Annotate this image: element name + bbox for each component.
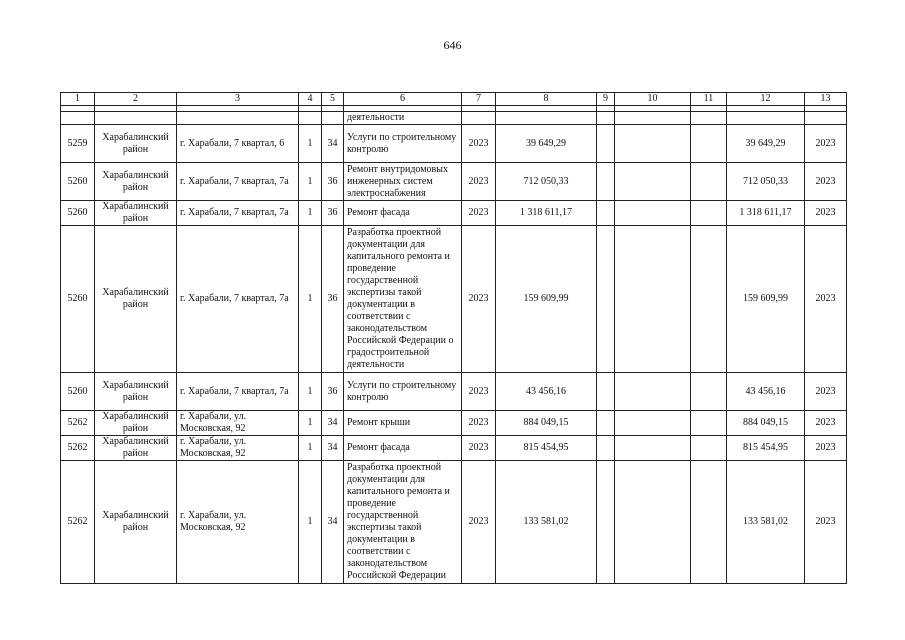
address: г. Харабали, ул. Московская, 92 [177, 461, 299, 584]
col-9 [597, 125, 615, 163]
total-cost: 712 050,33 [496, 163, 597, 201]
col-11 [691, 411, 727, 436]
col-5: 34 [322, 411, 344, 436]
table-row [61, 436, 847, 461]
address: г. Харабали, ул. Московская, 92 [177, 411, 299, 436]
row-number: 5262 [61, 461, 95, 584]
repair-program-table [60, 92, 847, 584]
work-type: Разработка проектной документации для капитального ремонта и проведение государственной экспертизы такой документации в соответствии с законодательством Российской Федерации о градостроительной деятельности [344, 226, 462, 373]
year: 2023 [462, 373, 496, 411]
col-4: 1 [299, 226, 322, 373]
end-year: 2023 [805, 226, 847, 373]
year: 2023 [462, 436, 496, 461]
col-9 [597, 461, 615, 584]
col-10 [615, 411, 691, 436]
header-cell: 11 [691, 93, 727, 106]
col-11 [691, 373, 727, 411]
district: Харабалинский район [95, 373, 177, 411]
header-cell: 6 [344, 93, 462, 106]
table-row [61, 411, 847, 436]
row-number: 5259 [61, 125, 95, 163]
header-cell: 2 [95, 93, 177, 106]
col-9 [597, 163, 615, 201]
col-10 [615, 163, 691, 201]
header-cell: 9 [597, 93, 615, 106]
col-4: 1 [299, 125, 322, 163]
table-row [61, 373, 847, 411]
col-10 [615, 436, 691, 461]
year: 2023 [462, 461, 496, 584]
col-5: 34 [322, 436, 344, 461]
row-number: 5262 [61, 436, 95, 461]
col-4: 1 [299, 411, 322, 436]
year: 2023 [462, 125, 496, 163]
district: Харабалинский район [95, 461, 177, 584]
total-cost: 815 454,95 [496, 436, 597, 461]
total-cost: 159 609,99 [496, 226, 597, 373]
work-type: Ремонт крыши [344, 411, 462, 436]
row-number: 5262 [61, 411, 95, 436]
end-year: 2023 [805, 373, 847, 411]
address: г. Харабали, 7 квартал, 7а [177, 373, 299, 411]
year: 2023 [462, 226, 496, 373]
header-cell: 7 [462, 93, 496, 106]
end-year: 2023 [805, 436, 847, 461]
address: г. Харабали, ул. Московская, 92 [177, 436, 299, 461]
col-10 [615, 125, 691, 163]
fund-cost: 43 456,16 [727, 373, 805, 411]
continuation-row [61, 112, 847, 125]
col-10 [615, 461, 691, 584]
year: 2023 [462, 163, 496, 201]
col-9 [597, 201, 615, 226]
end-year: 2023 [805, 163, 847, 201]
header-cell: 3 [177, 93, 299, 106]
col-9 [597, 436, 615, 461]
fund-cost: 712 050,33 [727, 163, 805, 201]
end-year: 2023 [805, 125, 847, 163]
fund-cost: 133 581,02 [727, 461, 805, 584]
fund-cost: 39 649,29 [727, 125, 805, 163]
address: г. Харабали, 7 квартал, 7а [177, 201, 299, 226]
work-type: Услуги по строительному контролю [344, 125, 462, 163]
district: Харабалинский район [95, 436, 177, 461]
fund-cost: 1 318 611,17 [727, 201, 805, 226]
col-11 [691, 226, 727, 373]
header-cell: 5 [322, 93, 344, 106]
col-4: 1 [299, 461, 322, 584]
work-type: Разработка проектной документации для капитального ремонта и проведение государственной экспертизы такой документации в соответствии с законодательством Российской Федерации [344, 461, 462, 584]
header-cell: 12 [727, 93, 805, 106]
col-10 [615, 201, 691, 226]
end-year: 2023 [805, 201, 847, 226]
col-11 [691, 163, 727, 201]
header-cell: 1 [61, 93, 95, 106]
col-4: 1 [299, 201, 322, 226]
col-11 [691, 436, 727, 461]
end-year: 2023 [805, 411, 847, 436]
total-cost: 133 581,02 [496, 461, 597, 584]
header-cell: 8 [496, 93, 597, 106]
work-type: Услуги по строительному контролю [344, 373, 462, 411]
fund-cost: 815 454,95 [727, 436, 805, 461]
district: Харабалинский район [95, 201, 177, 226]
col-4: 1 [299, 436, 322, 461]
col-5: 36 [322, 163, 344, 201]
address: г. Харабали, 7 квартал, 7а [177, 226, 299, 373]
row-number: 5260 [61, 163, 95, 201]
district: Харабалинский район [95, 163, 177, 201]
year: 2023 [462, 411, 496, 436]
col-9 [597, 226, 615, 373]
header-row [61, 93, 847, 106]
col-11 [691, 461, 727, 584]
total-cost: 1 318 611,17 [496, 201, 597, 226]
col-5: 36 [322, 226, 344, 373]
header-cell: 4 [299, 93, 322, 106]
row-number: 5260 [61, 226, 95, 373]
district: Харабалинский район [95, 226, 177, 373]
col-4: 1 [299, 373, 322, 411]
col-4: 1 [299, 163, 322, 201]
table-row [61, 163, 847, 201]
table-row [61, 125, 847, 163]
fund-cost: 159 609,99 [727, 226, 805, 373]
work-type: Ремонт фасада [344, 436, 462, 461]
work-type: Ремонт внутридомовых инженерных систем электроснабжения [344, 163, 462, 201]
col-11 [691, 125, 727, 163]
col-5: 36 [322, 373, 344, 411]
col-5: 34 [322, 461, 344, 584]
fund-cost: 884 049,15 [727, 411, 805, 436]
col-9 [597, 411, 615, 436]
row-number: 5260 [61, 373, 95, 411]
col-11 [691, 201, 727, 226]
col-9 [597, 373, 615, 411]
header-cell: 10 [615, 93, 691, 106]
address: г. Харабали, 7 квартал, 7а [177, 163, 299, 201]
col-5: 34 [322, 125, 344, 163]
address: г. Харабали, 7 квартал, 6 [177, 125, 299, 163]
row-number: 5260 [61, 201, 95, 226]
header-cell: 13 [805, 93, 847, 106]
page-number: 646 [443, 38, 462, 52]
end-year: 2023 [805, 461, 847, 584]
total-cost: 43 456,16 [496, 373, 597, 411]
continuation-text: деятельности [344, 112, 462, 125]
table-row [61, 201, 847, 226]
year: 2023 [462, 201, 496, 226]
col-5: 36 [322, 201, 344, 226]
total-cost: 39 649,29 [496, 125, 597, 163]
district: Харабалинский район [95, 125, 177, 163]
table-row [61, 226, 847, 373]
table-row [61, 461, 847, 584]
col-10 [615, 373, 691, 411]
total-cost: 884 049,15 [496, 411, 597, 436]
district: Харабалинский район [95, 411, 177, 436]
col-10 [615, 226, 691, 373]
work-type: Ремонт фасада [344, 201, 462, 226]
